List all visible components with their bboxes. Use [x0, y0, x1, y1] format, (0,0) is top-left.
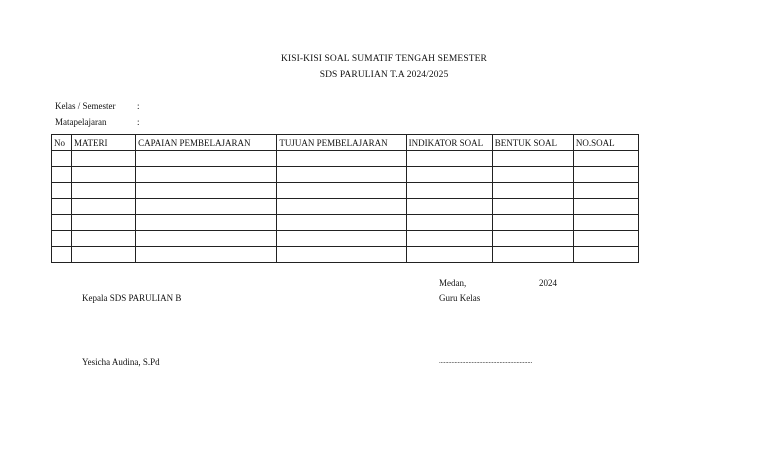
table-row [52, 167, 639, 183]
table-cell[interactable] [136, 215, 277, 231]
table-cell[interactable] [573, 215, 638, 231]
table-cell[interactable] [406, 167, 492, 183]
table-cell[interactable] [72, 231, 136, 247]
table-cell[interactable] [72, 247, 136, 263]
column-header-nosoal: NO.SOAL [573, 135, 638, 151]
table-cell[interactable] [52, 199, 72, 215]
kelas-semester-value: : [137, 101, 140, 111]
kepala-sekolah-name: Yesicha Audina, S.Pd [82, 357, 160, 367]
guru-kelas-label: Guru Kelas [439, 293, 481, 303]
table-cell[interactable] [573, 247, 638, 263]
table-cell[interactable] [573, 199, 638, 215]
matapelajaran-label: Matapelajaran [55, 117, 107, 127]
table-cell[interactable] [52, 215, 72, 231]
column-header-indikator: INDIKATOR SOAL [406, 135, 492, 151]
table-cell[interactable] [277, 231, 406, 247]
table-cell[interactable] [406, 183, 492, 199]
table-cell[interactable] [277, 199, 406, 215]
table-cell[interactable] [136, 183, 277, 199]
table-cell[interactable] [277, 183, 406, 199]
kisi-kisi-table [51, 134, 639, 263]
table-row [52, 247, 639, 263]
table-cell[interactable] [573, 167, 638, 183]
table-cell[interactable] [52, 247, 72, 263]
table-cell[interactable] [406, 151, 492, 167]
table-cell[interactable] [277, 167, 406, 183]
table-cell[interactable] [52, 167, 72, 183]
table-cell[interactable] [492, 215, 573, 231]
table-cell[interactable] [573, 231, 638, 247]
document-title: KISI-KISI SOAL SUMATIF TENGAH SEMESTER [281, 54, 487, 64]
table-cell[interactable] [52, 183, 72, 199]
table-cell[interactable] [492, 199, 573, 215]
column-header-materi: MATERI [72, 135, 136, 151]
table-cell[interactable] [492, 183, 573, 199]
kelas-semester-row [55, 101, 140, 111]
table-cell[interactable] [406, 215, 492, 231]
table-cell[interactable] [406, 247, 492, 263]
column-header-no: No [52, 135, 72, 151]
document-subtitle: SDS PARULIAN T.A 2024/2025 [319, 70, 449, 80]
table-cell[interactable] [492, 151, 573, 167]
table-cell[interactable] [573, 183, 638, 199]
kepala-sekolah-label: Kepala SDS PARULIAN B [82, 293, 182, 303]
table-cell[interactable] [573, 151, 638, 167]
table-cell[interactable] [492, 167, 573, 183]
table-cell[interactable] [52, 231, 72, 247]
table-cell[interactable] [72, 151, 136, 167]
table-cell[interactable] [406, 231, 492, 247]
table-cell[interactable] [136, 151, 277, 167]
table-cell[interactable] [136, 167, 277, 183]
table-row [52, 199, 639, 215]
matapelajaran-value: : [137, 117, 140, 127]
table-cell[interactable] [406, 199, 492, 215]
table-cell[interactable] [277, 151, 406, 167]
table-header-row [52, 135, 639, 151]
column-header-bentuk: BENTUK SOAL [492, 135, 573, 151]
signature-place: Medan, [439, 278, 467, 288]
table-cell[interactable] [492, 247, 573, 263]
table-cell[interactable] [52, 151, 72, 167]
column-header-capaian: CAPAIAN PEMBELAJARAN [136, 135, 277, 151]
table-body [52, 151, 639, 263]
table-cell[interactable] [136, 199, 277, 215]
signature-year: 2024 [539, 278, 557, 288]
column-header-tujuan: TUJUAN PEMBELAJARAN [277, 135, 406, 151]
table-cell[interactable] [492, 231, 573, 247]
table-row [52, 231, 639, 247]
table-row [52, 183, 639, 199]
table-cell[interactable] [277, 247, 406, 263]
table-row [52, 151, 639, 167]
matapelajaran-row [55, 117, 140, 127]
table-cell[interactable] [72, 215, 136, 231]
kelas-semester-label: Kelas / Semester [55, 101, 116, 111]
table-cell[interactable] [72, 167, 136, 183]
table-cell[interactable] [136, 231, 277, 247]
guru-signature-line: ............................................................ [439, 357, 533, 365]
table-cell[interactable] [136, 247, 277, 263]
table-cell[interactable] [277, 215, 406, 231]
table-cell[interactable] [72, 199, 136, 215]
table-row [52, 215, 639, 231]
table-cell[interactable] [72, 183, 136, 199]
